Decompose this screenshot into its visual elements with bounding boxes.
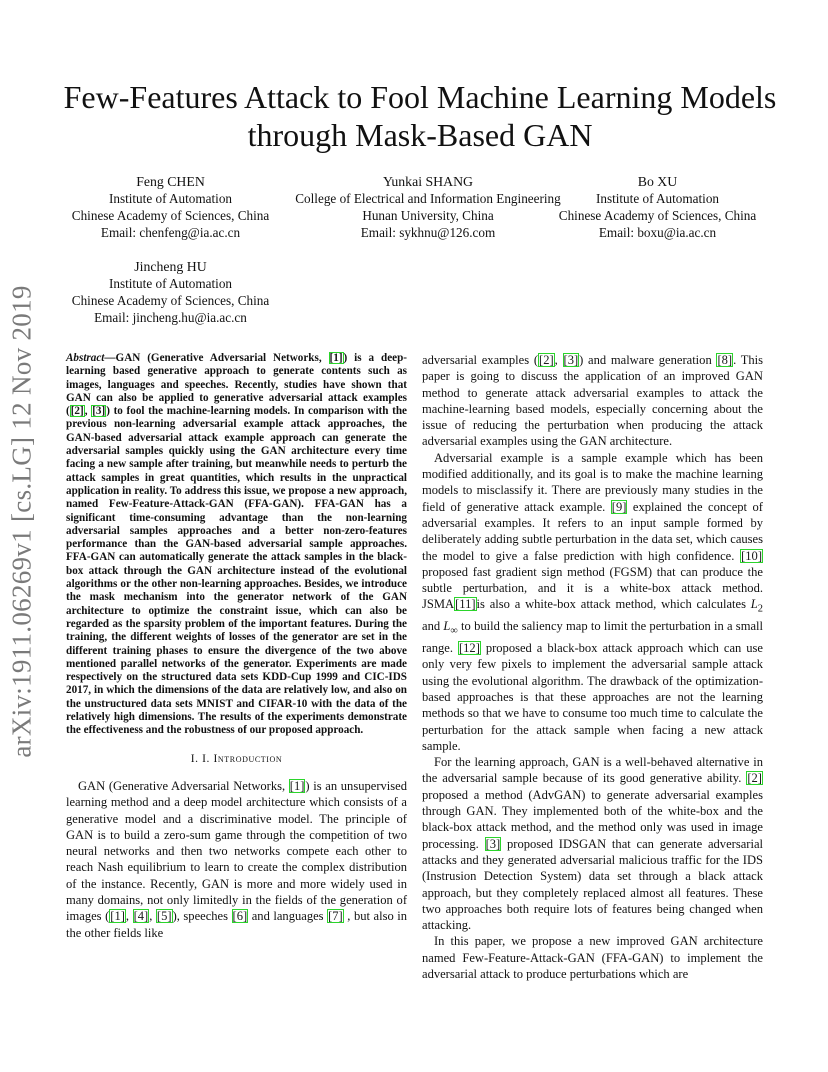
citation-link[interactable]: [1] bbox=[289, 778, 305, 793]
paper-title: Few-Features Attack to Fool Machine Learning Models through Mask-Based GAN bbox=[63, 79, 777, 153]
abstract-label: Abstract bbox=[66, 352, 105, 364]
author-email: Email: sykhnu@126.com bbox=[360, 225, 496, 240]
citation-link[interactable]: [6] bbox=[232, 909, 248, 924]
author-affiliation: Institute of Automation bbox=[595, 191, 720, 206]
arxiv-stamp: arXiv:1911.06269v1 [cs.LG] 12 Nov 2019 bbox=[6, 284, 37, 758]
abstract-text: ) to fool the machine-learning models. In comparison with the previous non-learning adversarial example attack approaches, the GAN-based adversarial attack example approach can generate the adversarial samples quickly using the GAN architecture every time facing a new sample after training, but meanwhile needs to perturb the attack samples in great quantities, which results in the unpractical application in reality. To address this issue, we propose a new approach, named Few-Feature-Attack-GAN (FFA-GAN). FFA-GAN has a significant time-consuming advantage than the non-learning adversarial samples approaches and a better non-zero-features performance than the GAN-based adversarial sample approaches. FFA-GAN can automatically generate the attack samples in the black-box attack through the GAN architecture instead of the evolutional algorithms or the other non-learning approaches. Besides, we introduce the mask mechanism into the generator network of the GAN architecture to optimize the constraint issue, which can also be regarded as the sparsity problem of the important features. During the training, the different weights of losses of the generator are set in the different training phases to ensure the divergence of the two above mentioned parallel networks of the generator. Experiments are made respectively on the structured data sets KDD-Cup 1999 and CIC-IDS 2017, in which the dimensions of the data are relatively low, and also on the unstructured data sets MNIST and CIFAR-10 with the data of the relatively high dimensions. The results of the experiments demonstrate the effectiveness and the robustness of our proposed approach. bbox=[66, 405, 407, 737]
citation-link[interactable]: [7] bbox=[328, 909, 343, 924]
author-affiliation: Chinese Academy of Sciences, China bbox=[71, 208, 270, 223]
author-name: Bo XU bbox=[637, 174, 678, 189]
citation-link[interactable]: [3] bbox=[92, 405, 106, 418]
author-affiliation: Institute of Automation bbox=[108, 191, 233, 206]
citation-link[interactable]: [8] bbox=[717, 353, 733, 367]
body-paragraph: adversarial examples ([2], [3]) and malware generation [8]. This paper is going to discuss the application of an improved GAN method to generate attack adversarial examples to attack the machine-learning based models, especially concerning about the issue of reducing the perturbation when producing the attack adversarial examples using the GAN architecture. bbox=[422, 353, 764, 449]
author-block bbox=[275, 173, 581, 241]
section-heading: I. I. Introduction bbox=[190, 752, 283, 765]
author-email: Email: boxu@ia.ac.cn bbox=[598, 225, 717, 240]
left-column bbox=[66, 352, 407, 941]
citation-link[interactable]: [2] bbox=[747, 771, 762, 786]
author-name: Yunkai SHANG bbox=[382, 174, 474, 189]
author-affiliation: Institute of Automation bbox=[108, 276, 233, 291]
abstract-dash: — bbox=[104, 352, 116, 364]
abstract-text: GAN (Generative Adversarial Networks, bbox=[115, 352, 329, 364]
right-column bbox=[422, 352, 763, 982]
citation-link[interactable]: [2] bbox=[539, 353, 554, 367]
author-block bbox=[554, 173, 761, 241]
body-paragraph: Adversarial example is a sample example which has been modified additionally, and its goal is to make the machine learning models to misclassify it. There are previously many studies in the field of generative attack example. [9] explained the concept of adversarial examples. It refers to an input sample formed by deliberately adding subtle perturbation in the data set, which causes the model to give a false prediction with high confidence. [10] proposed fast gradient sign method (FGSM) that can produce the subtle perturbation, and it is a white-box attack method. JSMA[11]is also a white-box attack method, which calculates $L_2$ and $L_\infty$ to build the saliency map to limit the perturbation in a small range. [12] proposed a black-box attack approach which can use only very few pixels to implement the adversarial sample attack using the evolutional algorithm. The drawback of the optimization-based approaches is that these approaches are not the learning methods so that we have to consume too much time to calculate the perturbation for the attack sample when facing a new attack sample. bbox=[422, 450, 764, 753]
citation-link[interactable]: [2] bbox=[70, 405, 84, 418]
math-subscript: 2 bbox=[757, 603, 763, 615]
abstract-text: , bbox=[84, 405, 92, 418]
citation-link[interactable]: [11] bbox=[455, 597, 476, 612]
body-paragraph: In this paper, we propose a new improved GAN architecture named Few-Feature-Attack-GAN (FFA-GAN) to implement the adversarial attack to produce perturbations which are bbox=[422, 934, 763, 981]
author-affiliation: College of Electrical and Information Engineering bbox=[295, 191, 561, 206]
citation-link[interactable]: [9] bbox=[611, 499, 627, 514]
author-block bbox=[66, 258, 275, 326]
math-symbol: L bbox=[750, 597, 758, 612]
author-affiliation: Chinese Academy of Sciences, China bbox=[71, 293, 270, 308]
author-name: Feng CHEN bbox=[136, 174, 205, 189]
math-symbol: L bbox=[443, 619, 451, 634]
citation-link[interactable]: [3] bbox=[563, 353, 579, 367]
author-email: Email: jincheng.hu@ia.ac.cn bbox=[94, 310, 247, 325]
citation-link[interactable]: [5] bbox=[156, 909, 172, 924]
citation-link[interactable]: [1] bbox=[110, 909, 125, 924]
author-block bbox=[66, 173, 275, 241]
abstract bbox=[66, 352, 407, 738]
intro-paragraph: GAN (Generative Adversarial Networks, [1]) is an unsupervised learning method and a deep model architecture which consists of a generative model and a discriminative model. The principle of GAN is to build a zero-sum game through the competition of two neural networks and then two networks compete each other to reach Nash equilibrium to learn to create the complex distribution of the instance. Recently, GAN is more and more widely used in many domains, not only limitedly in the fields of the generation of images ([1], [4], [5]), speeches [6] and languages [7] , but also in the other fields like bbox=[66, 778, 408, 940]
author-email: Email: chenfeng@ia.ac.cn bbox=[100, 225, 241, 240]
author-name: Jincheng HU bbox=[134, 259, 207, 274]
citation-link[interactable]: [12] bbox=[458, 641, 480, 656]
author-affiliation: Hunan University, China bbox=[362, 208, 494, 223]
author-affiliation: Chinese Academy of Sciences, China bbox=[558, 208, 757, 223]
citation-link[interactable]: [10] bbox=[741, 548, 762, 563]
citation-link[interactable]: [1] bbox=[329, 352, 343, 364]
math-subscript: ∞ bbox=[450, 625, 458, 637]
citation-link[interactable]: [4] bbox=[133, 909, 149, 924]
body-paragraph: For the learning approach, GAN is a well-behaved alternative in the adversarial sample because of its good generative ability. [2] proposed a method (AdvGAN) to generate adversarial examples through GAN. They implemented both of the white-box and the black-box attack method, and the method only was used in image processing. [3] proposed IDSGAN that can generate adversarial attacks and they generated adversarial malicious traffic for the IDS (Instrusion Detection System) data set through a black attack approach, but they completely replaced almost all features. These two approaches both require lots of features being changed when attacking. bbox=[422, 755, 763, 933]
abstract-text: ) is a deep-learning based generative approach to generate contents such as images, languages and speeches. Recently, studies have shown that GAN can also be applied to generative adversarial attack examples ( bbox=[66, 352, 408, 418]
citation-link[interactable]: [3] bbox=[485, 836, 501, 851]
